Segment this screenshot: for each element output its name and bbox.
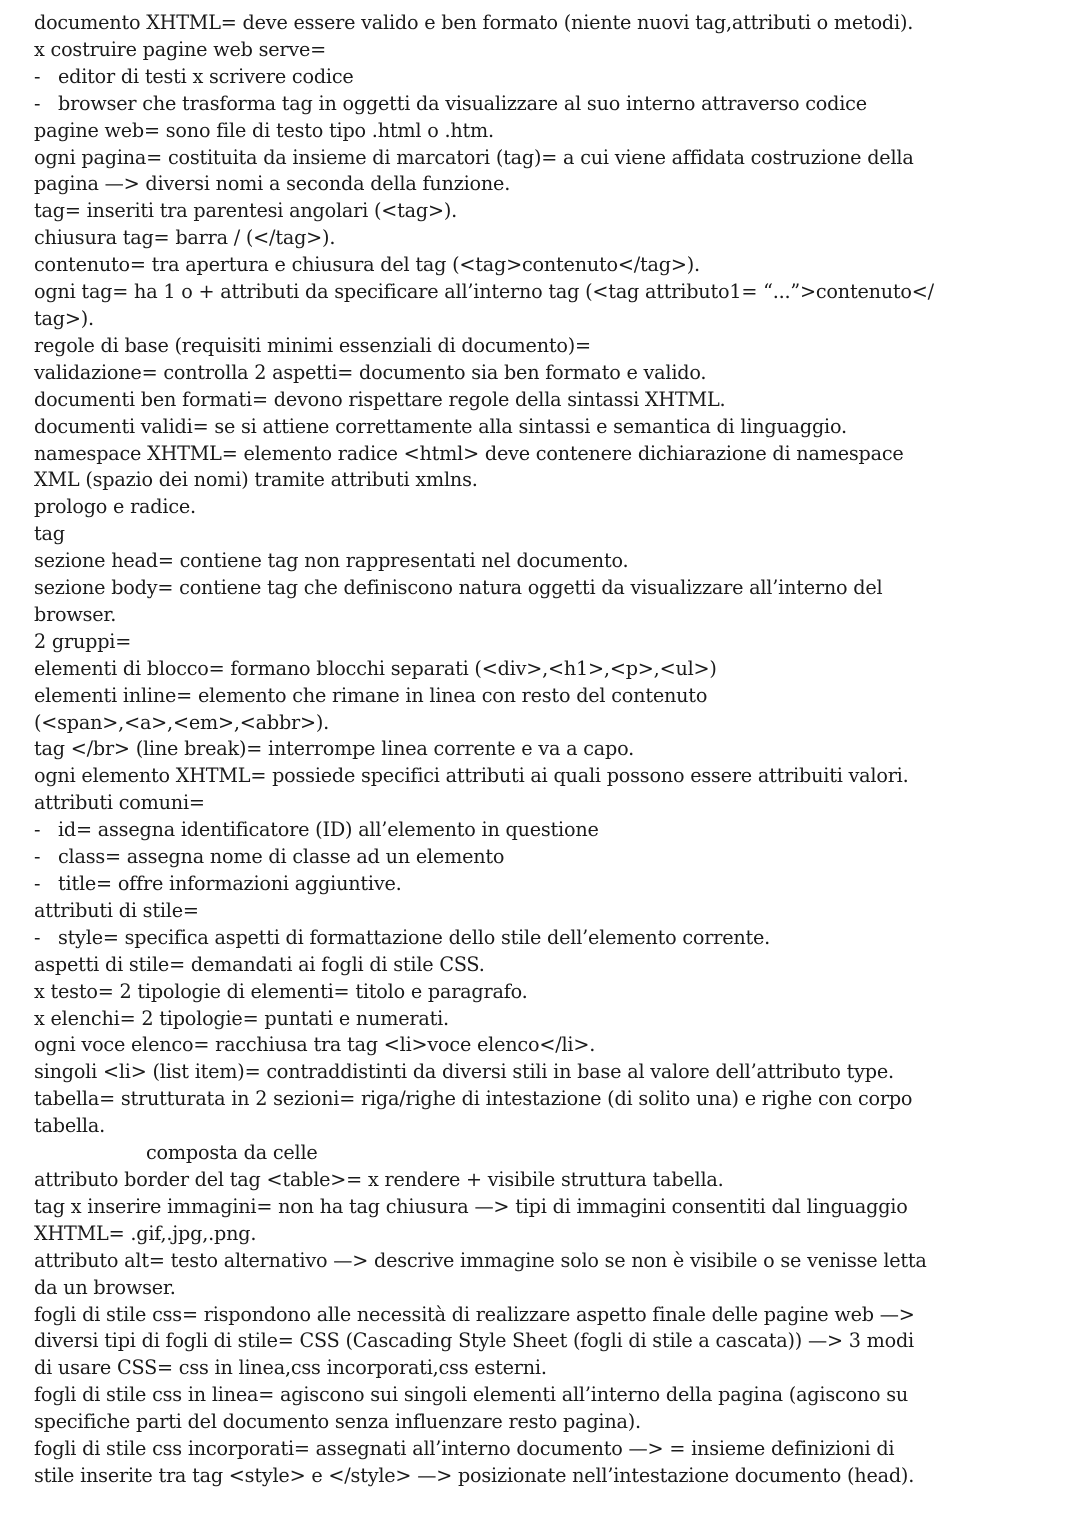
bullet-item xyxy=(34,64,1044,91)
bullet-text: editor di testi x scrivere codice xyxy=(58,64,354,88)
text-line: ogni tag= ha 1 o + attributi da specificare all’interno tag (<tag attributo1= “...”>contenuto</ xyxy=(34,280,934,304)
bullet-item xyxy=(34,844,1044,871)
text-line: di usare CSS= css in linea,css incorporati,css esterni. xyxy=(34,1356,547,1380)
text-line: elementi di blocco= formano blocchi separati (<div>,<h1>,<p>,<ul>) xyxy=(34,656,717,680)
text-line: x elenchi= 2 tipologie= puntati e numerati. xyxy=(34,1006,449,1030)
text-line: ogni elemento XHTML= possiede specifici attributi ai quali possono essere attribuiti valori. xyxy=(34,764,909,788)
bullet-item xyxy=(34,925,1044,952)
bullet-text: id= assegna identificatore (ID) all’elemento in questione xyxy=(58,818,599,842)
text-line: tag>). xyxy=(34,306,94,330)
text-line: attributo alt= testo alternativo —> descrive immagine solo se non è visibile o se venisse letta xyxy=(34,1248,927,1272)
text-line: (<span>,<a>,<em>,<abbr>). xyxy=(34,710,330,734)
text-line: contenuto= tra apertura e chiusura del tag (<tag>contenuto</tag>). xyxy=(34,253,700,277)
text-line: documento XHTML= deve essere valido e ben formato (niente nuovi tag,attributi o metodi). xyxy=(34,11,914,34)
bullet-marker: - xyxy=(34,872,41,895)
text-line: namespace XHTML= elemento radice <html> deve contenere dichiarazione di namespace xyxy=(34,441,904,465)
bullet-text: class= assegna nome di classe ad un elemento xyxy=(58,845,505,869)
text-line: ogni voce elenco= racchiusa tra tag <li>voce elenco</li>. xyxy=(34,1033,596,1057)
bullet-text: title= offre informazioni aggiuntive. xyxy=(58,872,402,895)
text-line: attributi di stile= xyxy=(34,898,199,922)
text-line: XML (spazio dei nomi) tramite attributi xmlns. xyxy=(34,468,478,492)
text-line: da un browser. xyxy=(34,1275,176,1299)
text-line: singoli <li> (list item)= contraddistinti da diversi stili in base al valore dell’attributo type. xyxy=(34,1060,894,1084)
text-line: prologo e radice. xyxy=(34,495,196,519)
bullet-marker: - xyxy=(34,91,41,115)
text-line: attributi comuni= xyxy=(34,791,205,815)
bullet-item xyxy=(34,817,1044,844)
text-line: 2 gruppi= xyxy=(34,629,132,653)
bullet-text: browser che trasforma tag in oggetti da visualizzare al suo interno attraverso codice xyxy=(58,91,867,115)
text-line: elementi inline= elemento che rimane in linea con resto del contenuto xyxy=(34,683,708,707)
text-line: specifiche parti del documento senza influenzare resto pagina). xyxy=(34,1410,641,1434)
text-line: x testo= 2 tipologie di elementi= titolo e paragrafo. xyxy=(34,979,528,1003)
text-line: documenti validi= se si attiene correttamente alla sintassi e semantica di linguaggio. xyxy=(34,414,847,438)
text-line: browser. xyxy=(34,602,117,626)
text-line: tabella= strutturata in 2 sezioni= riga/righe di intestazione (di solito una) e righe con corpo xyxy=(34,1087,913,1111)
text-line: sezione head= contiene tag non rappresentati nel documento. xyxy=(34,549,629,573)
document-page xyxy=(34,10,1044,1490)
text-line: pagine web= sono file di testo tipo .html o .htm. xyxy=(34,118,494,142)
text-line: fogli di stile css in linea= agiscono sui singoli elementi all’interno della pagina (agiscono su xyxy=(34,1383,909,1407)
text-line: XHTML= .gif,.jpg,.png. xyxy=(34,1221,257,1245)
text-line: chiusura tag= barra / (</tag>). xyxy=(34,226,336,250)
indented-text-line: composta da celle xyxy=(146,1141,318,1165)
bullet-marker: - xyxy=(34,818,41,842)
text-line: tag= inseriti tra parentesi angolari (<tag>). xyxy=(34,199,458,223)
text-line: stile inserite tra tag <style> e </style> —> posizionate nell’intestazione documento (head). xyxy=(34,1463,915,1487)
text-line: pagina —> diversi nomi a seconda della funzione. xyxy=(34,172,511,196)
text-line: sezione body= contiene tag che definiscono natura oggetti da visualizzare all’interno del xyxy=(34,576,883,600)
bullet-marker: - xyxy=(34,925,41,949)
text-line: tag xyxy=(34,522,65,546)
text-line: x costruire pagine web serve= xyxy=(34,37,327,61)
bullet-marker: - xyxy=(34,845,41,869)
text-line: validazione= controlla 2 aspetti= documento sia ben formato e valido. xyxy=(34,360,707,384)
text-line: tag x inserire immagini= non ha tag chiusura —> tipi di immagini consentiti dal linguaggio xyxy=(34,1194,908,1218)
bullet-marker: - xyxy=(34,64,41,88)
bullet-item xyxy=(34,871,1044,898)
text-line: fogli di stile css incorporati= assegnati all’interno documento —> = insieme definizioni di xyxy=(34,1437,895,1461)
text-line: regole di base (requisiti minimi essenziali di documento)= xyxy=(34,333,591,357)
text-line: diversi tipi di fogli di stile= CSS (Cascading Style Sheet (fogli di stile a cascata)) —> 3 modi xyxy=(34,1329,914,1353)
text-line: documenti ben formati= devono rispettare regole della sintassi XHTML. xyxy=(34,387,726,411)
text-line: attributo border del tag <table>= x rendere + visibile struttura tabella. xyxy=(34,1167,724,1191)
bullet-text: style= specifica aspetti di formattazione dello stile dell’elemento corrente. xyxy=(58,925,771,949)
text-line: fogli di stile css= rispondono alle necessità di realizzare aspetto finale delle pagine web —> xyxy=(34,1302,915,1326)
text-line: ogni pagina= costituita da insieme di marcatori (tag)= a cui viene affidata costruzione della xyxy=(34,145,914,169)
text-line: tag </br> (line break)= interrompe linea corrente e va a capo. xyxy=(34,737,634,761)
text-line: tabella. xyxy=(34,1114,105,1138)
bullet-item xyxy=(34,91,1044,118)
text-line: aspetti di stile= demandati ai fogli di stile CSS. xyxy=(34,952,485,976)
